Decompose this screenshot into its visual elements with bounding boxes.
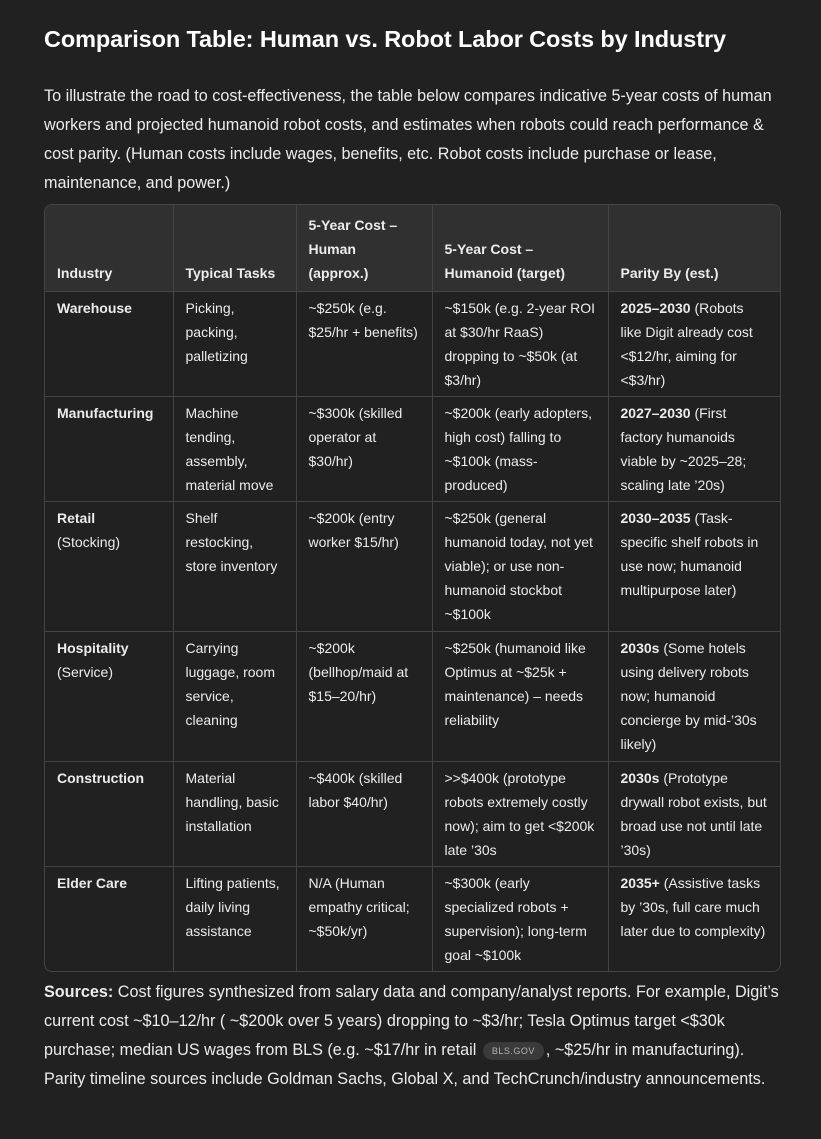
cell-tasks: Shelf restocking, store inventory <box>173 502 296 632</box>
industry-name: Warehouse <box>57 300 132 316</box>
cell-industry <box>45 867 173 972</box>
cell-human-cost: ~$300k (skilled operator at $30/hr) <box>296 397 432 502</box>
cell-parity <box>608 632 780 762</box>
cell-human-cost: ~$200k (entry worker $15/hr) <box>296 502 432 632</box>
sources-paragraph <box>44 978 784 1094</box>
cell-parity <box>608 867 780 972</box>
cell-parity <box>608 762 780 867</box>
header-human-cost: 5-Year Cost – Human (approx.) <box>296 205 432 292</box>
cell-industry <box>45 397 173 502</box>
industry-name: Hospitality <box>57 640 129 656</box>
table-header-row <box>45 205 780 292</box>
sources-label: Sources: <box>44 983 114 1001</box>
cell-human-cost: N/A (Human empathy critical; ~$50k/yr) <box>296 867 432 972</box>
industry-name: Construction <box>57 770 145 786</box>
cell-parity <box>608 292 780 397</box>
parity-years: 2027–2030 <box>620 405 691 421</box>
industry-qualifier: (Service) <box>57 664 114 680</box>
parity-note: (Assistive tasks by ’30s, full care much later due to complexity) <box>620 875 766 939</box>
cell-humanoid-cost: ~$150k (e.g. 2-year ROI at $30/hr RaaS) dropping to ~$50k (at $3/hr) <box>432 292 608 397</box>
table-row <box>45 397 780 502</box>
header-humanoid-cost: 5-Year Cost – Humanoid (target) <box>432 205 608 292</box>
parity-note: (Prototype drywall robot exists, but broad use not until late ’30s) <box>620 770 767 858</box>
cell-humanoid-cost: ~$250k (humanoid like Optimus at ~$25k + maintenance) – needs reliability <box>432 632 608 762</box>
parity-note: (Task-specific shelf robots in use now; humanoid multipurpose later) <box>620 510 759 598</box>
cell-industry <box>45 762 173 867</box>
industry-name: Elder Care <box>57 875 128 891</box>
header-parity: Parity By (est.) <box>608 205 780 292</box>
industry-qualifier: (Stocking) <box>57 534 121 550</box>
citation-badge-bls[interactable]: BLS.GOV <box>483 1042 544 1060</box>
cell-tasks: Material handling, basic installation <box>173 762 296 867</box>
cell-humanoid-cost: ~$250k (general humanoid today, not yet viable); or use non-humanoid stockbot ~$100k <box>432 502 608 632</box>
header-industry: Industry <box>45 205 173 292</box>
comparison-table <box>44 204 781 972</box>
cell-industry <box>45 292 173 397</box>
parity-years: 2035+ <box>620 875 660 891</box>
cell-industry <box>45 502 173 632</box>
cell-human-cost: ~$400k (skilled labor $40/hr) <box>296 762 432 867</box>
cell-tasks: Machine tending, assembly, material move <box>173 397 296 502</box>
cell-tasks: Lifting patients, daily living assistance <box>173 867 296 972</box>
cell-parity <box>608 397 780 502</box>
parity-years: 2030s <box>620 640 660 656</box>
cell-tasks: Picking, packing, palletizing <box>173 292 296 397</box>
parity-note: (First factory humanoids viable by ~2025–28; scaling late ’20s) <box>620 405 747 493</box>
sources-text-continued: , ~$25/hr in manufacturing). Parity timeline sources include Goldman Sachs, Global X, and TechCrunch/industry announcements. <box>44 1041 766 1088</box>
industry-name: Retail <box>57 510 96 526</box>
cell-humanoid-cost: ~$300k (early specialized robots + supervision); long-term goal ~$100k <box>432 867 608 972</box>
cell-humanoid-cost: ~$200k (early adopters, high cost) falling to ~$100k (mass-produced) <box>432 397 608 502</box>
cell-industry <box>45 632 173 762</box>
page-title: Comparison Table: Human vs. Robot Labor Costs by Industry <box>44 26 726 52</box>
cell-tasks: Carrying luggage, room service, cleaning <box>173 632 296 762</box>
parity-years: 2030–2035 <box>620 510 691 526</box>
intro-paragraph: To illustrate the road to cost-effectiveness, the table below compares indicative 5-year costs of human workers and projected humanoid robot costs, and estimates when robots could reach performance & cost parity. (Human costs include wages, benefits, etc. Robot costs include purchase or lease, maintenance, and power.) <box>44 87 772 192</box>
table-row <box>45 502 780 632</box>
cell-human-cost: ~$200k (bellhop/maid at $15–20/hr) <box>296 632 432 762</box>
parity-years: 2025–2030 <box>620 300 691 316</box>
cell-human-cost: ~$250k (e.g. $25/hr + benefits) <box>296 292 432 397</box>
parity-years: 2030s <box>620 770 660 786</box>
header-typical-tasks: Typical Tasks <box>173 205 296 292</box>
table-row <box>45 867 780 972</box>
industry-name: Manufacturing <box>57 405 154 421</box>
cell-humanoid-cost: >>$400k (prototype robots extremely costly now); aim to get <$200k late ’30s <box>432 762 608 867</box>
table-row <box>45 632 780 762</box>
table-row <box>45 292 780 397</box>
parity-note: (Some hotels using delivery robots now; humanoid concierge by mid-’30s likely) <box>620 640 757 752</box>
cell-parity <box>608 502 780 632</box>
table-row <box>45 762 780 867</box>
sources-text: Cost figures synthesized from salary data and company/analyst reports. For example, Digit’s current cost ~$10–12/hr ( ~$200k over 5 years) dropping to ~$3/hr; Tesla Optimus target <$30k purchase; median US wages from BLS (e.g. ~$17/hr in retail <box>44 983 779 1059</box>
parity-note: (Robots like Digit already cost <$12/hr, aiming for <$3/hr) <box>620 300 753 388</box>
